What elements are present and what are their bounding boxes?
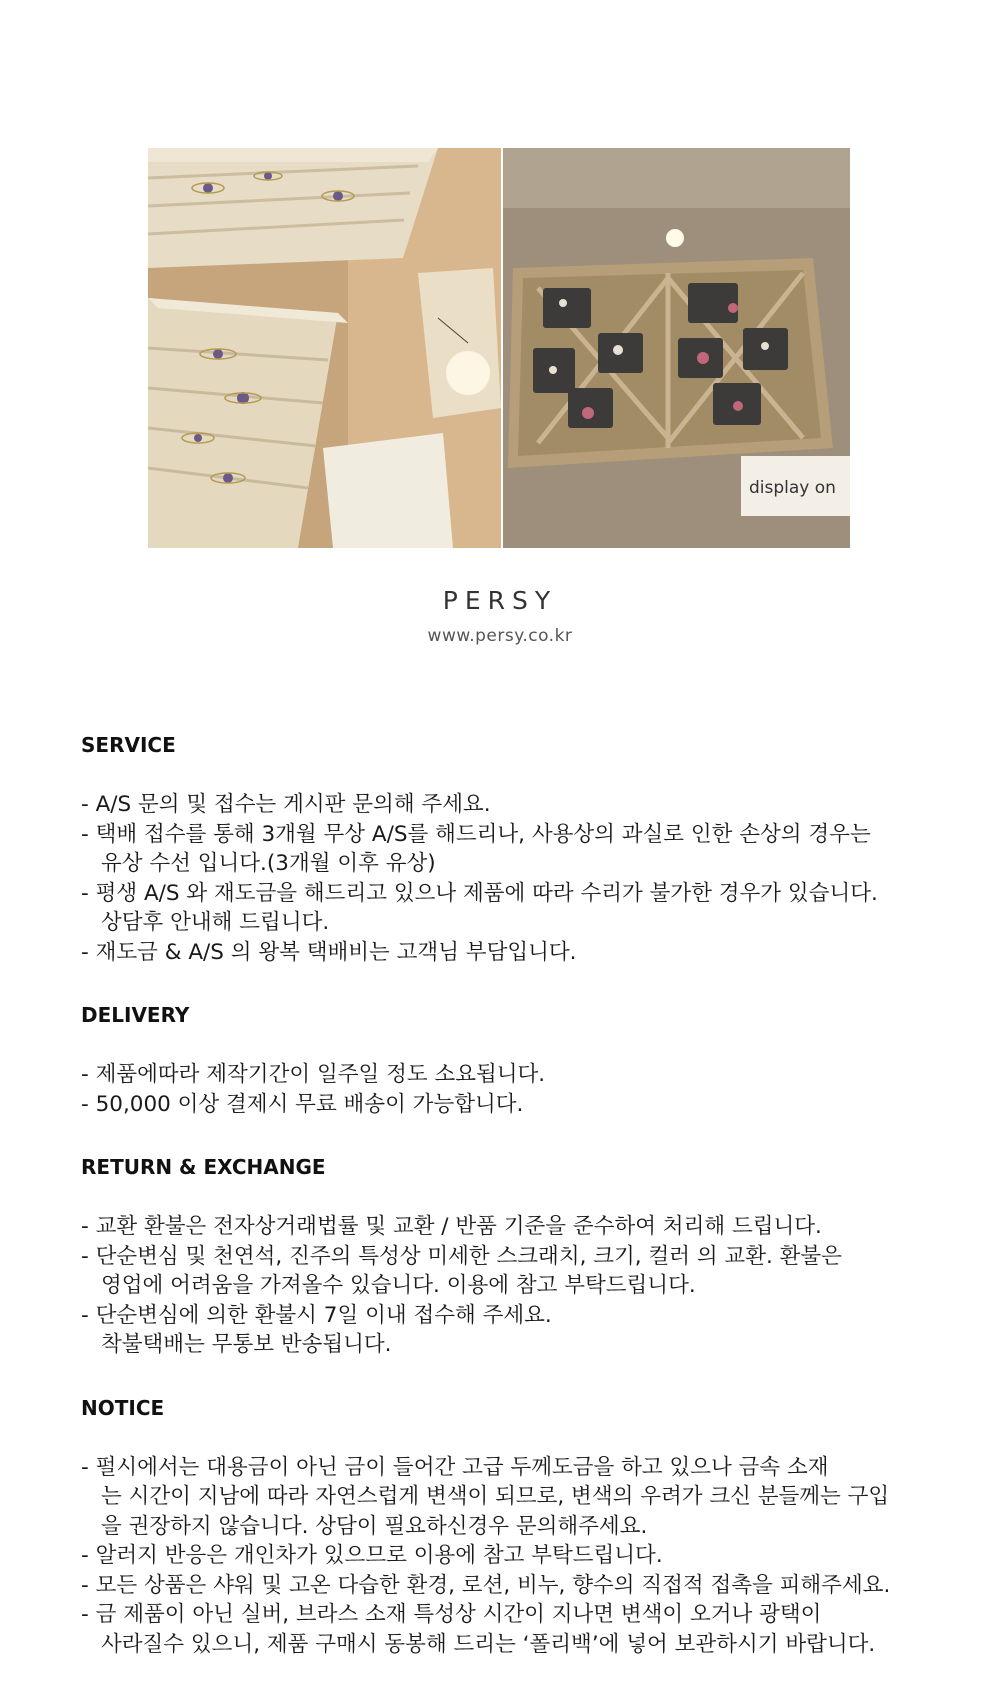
rings-tray-photo — [148, 148, 501, 548]
policy-line: - 50,000 이상 결제시 무료 배송이 가능합니다. — [81, 1091, 524, 1117]
section-title-service: SERVICE — [81, 733, 176, 757]
service-items — [81, 790, 961, 967]
section-title-delivery: DELIVERY — [81, 1003, 190, 1027]
policy-line: - 모든 상품은 샤워 및 고온 다습한 환경, 로션, 비누, 향수의 직접적 접촉을 피해주세요. — [81, 1572, 891, 1598]
policy-line: - 알러지 반응은 개인차가 있으므로 이용에 참고 부탁드립니다. — [81, 1543, 663, 1568]
display-card-text: display on — [749, 478, 836, 498]
policy-line: 영업에 어려움을 가져올수 있습니다. 이용에 참고 부탁드립니다. — [101, 1273, 696, 1298]
service-section — [81, 730, 961, 967]
policy-line: - A/S 문의 및 접수는 게시판 문의해 주세요. — [81, 792, 491, 817]
delivery-items — [81, 1060, 961, 1119]
return-exchange-items — [81, 1212, 961, 1360]
policy-line: - 재도금 & A/S 의 왕복 택배비는 고객님 부담입니다. — [81, 939, 577, 965]
policy-line: - 교환 환불은 전자상거래법률 및 교환 / 반품 기준을 준수하여 처리해 드립니다. — [81, 1214, 822, 1239]
policy-line: 유상 수선 입니다.(3개월 이후 유상) — [101, 851, 436, 876]
product-photo-strip — [148, 148, 850, 548]
return-exchange-section — [81, 1152, 961, 1360]
policy-line: 을 권장하지 않습니다. 상담이 필요하신경우 문의해주세요. — [101, 1513, 648, 1539]
delivery-section — [81, 1000, 961, 1119]
policy-line: 착불택배는 무통보 반송됩니다. — [101, 1332, 392, 1357]
policy-line: - 제품에따라 제작기간이 일주일 정도 소요됩니다. — [81, 1062, 546, 1087]
notice-section — [81, 1393, 961, 1660]
policy-line: - 금 제품이 아닌 실버, 브라스 소재 특성상 시간이 지나면 변색이 오거나 광택이 — [81, 1602, 822, 1627]
section-title-notice: NOTICE — [81, 1395, 165, 1420]
brand-url[interactable]: www.persy.co.kr — [427, 626, 573, 646]
display-box-photo — [503, 148, 850, 548]
policy-line: 상담후 안내해 드립니다. — [101, 910, 330, 935]
policy-line: - 평생 A/S 와 재도금을 해드리고 있으나 제품에 따라 수리가 불가한 경우가 있습니다. — [81, 880, 878, 906]
notice-items — [81, 1453, 961, 1660]
policy-line: - 택배 접수를 통해 3개월 무상 A/S를 해드리나, 사용상의 과실로 인한 손상의 경우는 — [81, 821, 871, 847]
policy-line: 사라질수 있으니, 제품 구매시 동봉해 드리는 ‘폴리백’에 넣어 보관하시기 바랍니다. — [101, 1631, 876, 1657]
brand-name: PERSY — [442, 586, 558, 615]
policy-line: - 펄시에서는 대용금이 아닌 금이 들어간 고급 두께도금을 하고 있으나 금속 소재 — [81, 1454, 829, 1480]
policy-line: - 단순변심 및 천연석, 진주의 특성상 미세한 스크래치, 크기, 컬러 의 교환. 환불은 — [81, 1243, 842, 1269]
section-title-return-exchange: RETURN & EXCHANGE — [81, 1155, 326, 1179]
policy-line: - 단순변심에 의한 환불시 7일 이내 접수해 주세요. — [81, 1302, 552, 1328]
policy-content — [81, 730, 961, 1659]
policy-line: 는 시간이 지남에 따라 자연스럽게 변색이 되므로, 변색의 우려가 크신 분들께는 구입 — [101, 1484, 890, 1509]
